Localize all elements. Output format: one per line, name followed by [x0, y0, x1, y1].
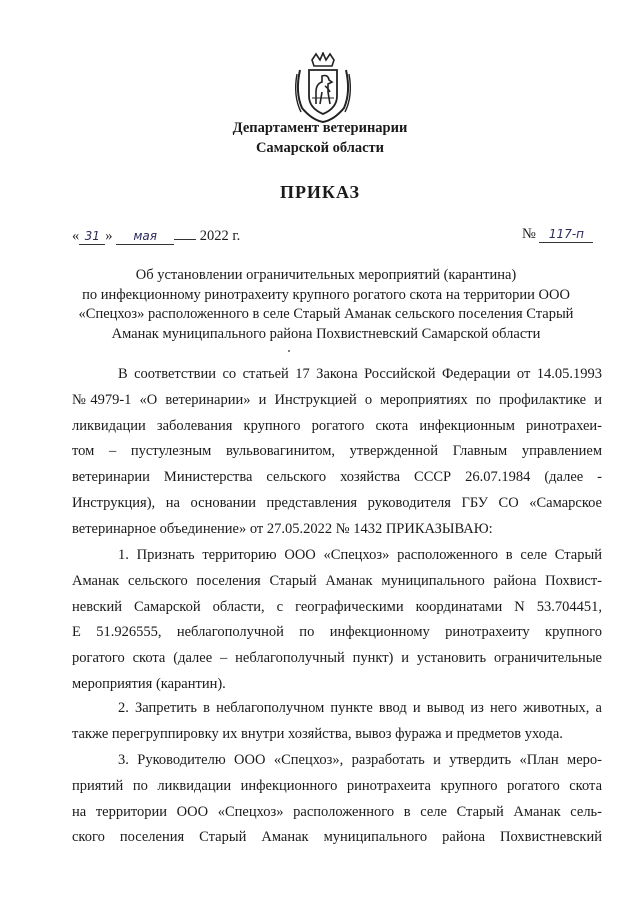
paragraph-line: рогатого скота (далее – неблагополучный пункт) и установить ограничительные: [72, 650, 602, 667]
date-underline: [174, 226, 196, 240]
date-open-quote: «: [72, 228, 80, 244]
paragraph-line: Аманак сельского поселения Старый Аманак муниципального района Похвист-: [72, 572, 602, 589]
paragraph-line: ветеринарии Министерства сельского хозяйства СССР 26.07.1984 (далее -: [72, 469, 602, 486]
paragraph-line: 3. Руководителю ООО «Спецхоз», разработать и утвердить «План меро-: [118, 752, 602, 768]
stray-mark: [288, 350, 290, 352]
department-name-line2: Самарской области: [255, 140, 385, 156]
order-subject-line: Аманак муниципального района Похвистневский Самарской области: [111, 325, 541, 342]
paragraph-line: №4979-1 «О ветеринарии» и Инструкцией о мероприятиях по профилактике и: [72, 391, 602, 408]
order-subject: [66, 266, 586, 344]
order-subject-line: «Спецхоз» расположенного в селе Старый Аманак сельского поселения Старый: [78, 306, 574, 322]
paragraph-line: E 51.926555, неблагополучной по инфекционному ринотрахеиту крупного: [72, 624, 602, 641]
date-close-quote: »: [105, 228, 113, 244]
date-month-handwritten: мая: [116, 229, 174, 245]
date-year: 2022 г.: [199, 228, 241, 244]
number-prefix: №: [522, 226, 536, 242]
document-type-title: ПРИКАЗ: [279, 182, 361, 202]
order-number-handwritten: 117-п: [539, 227, 593, 243]
paragraph-line: также перегруппировку их внутри хозяйства, вывоз фуража и предметов ухода.: [72, 725, 563, 742]
paragraph-line: 2. Запретить в неблагополучном пункте ввод и вывод из него животных, а: [118, 700, 602, 716]
paragraph-line: невский Самарской области, с географическими координатами N 53.704451,: [72, 598, 602, 615]
order-subject-line: Об установлении ограничительных мероприятий (карантина): [135, 267, 517, 283]
clause-3-paragraph: [72, 748, 602, 851]
paragraph-line: мероприятия (карантин).: [72, 675, 226, 692]
paragraph-line: ликвидации заболевания крупного рогатого скота инфекционным ринотрахеи-: [72, 417, 602, 434]
paragraph-line: приятий по ликвидации инфекционного ринотрахеита крупного рогатого скота: [72, 777, 602, 794]
clause-2-paragraph: [72, 696, 602, 748]
date-day-handwritten: 31: [79, 229, 105, 245]
paragraph-line: Инструкция), на основании представления руководителя ГБУ СО «Самарское: [72, 494, 602, 511]
paragraph-line: 1. Признать территорию ООО «Спецхоз» расположенного в селе Старый: [118, 547, 602, 563]
order-number: [522, 226, 593, 243]
clause-1-paragraph: [72, 543, 602, 698]
paragraph-line: ветеринарное объединение» от 27.05.2022 № 1432 ПРИКАЗЫВАЮ:: [72, 520, 493, 537]
samara-coat-of-arms-icon: [292, 52, 354, 124]
preamble-paragraph: [72, 362, 602, 543]
paragraph-line: В соответствии со статьей 17 Закона Российской Федерации от 14.05.1993: [118, 366, 602, 382]
department-name-line1: Департамент ветеринарии: [232, 120, 408, 136]
paragraph-line: на территории ООО «Спецхоз» расположенного в селе Старый Аманак сель-: [72, 803, 602, 820]
order-date: [72, 226, 240, 245]
paragraph-line: том – пустулезным вульвовагинитом, утвержденной Главным управлением: [72, 443, 602, 460]
paragraph-line: ского поселения Старый Аманак муниципального района Похвистневский: [72, 829, 602, 846]
order-subject-line: по инфекционному ринотрахеиту крупного рогатого скота на территории ООО: [82, 286, 570, 303]
